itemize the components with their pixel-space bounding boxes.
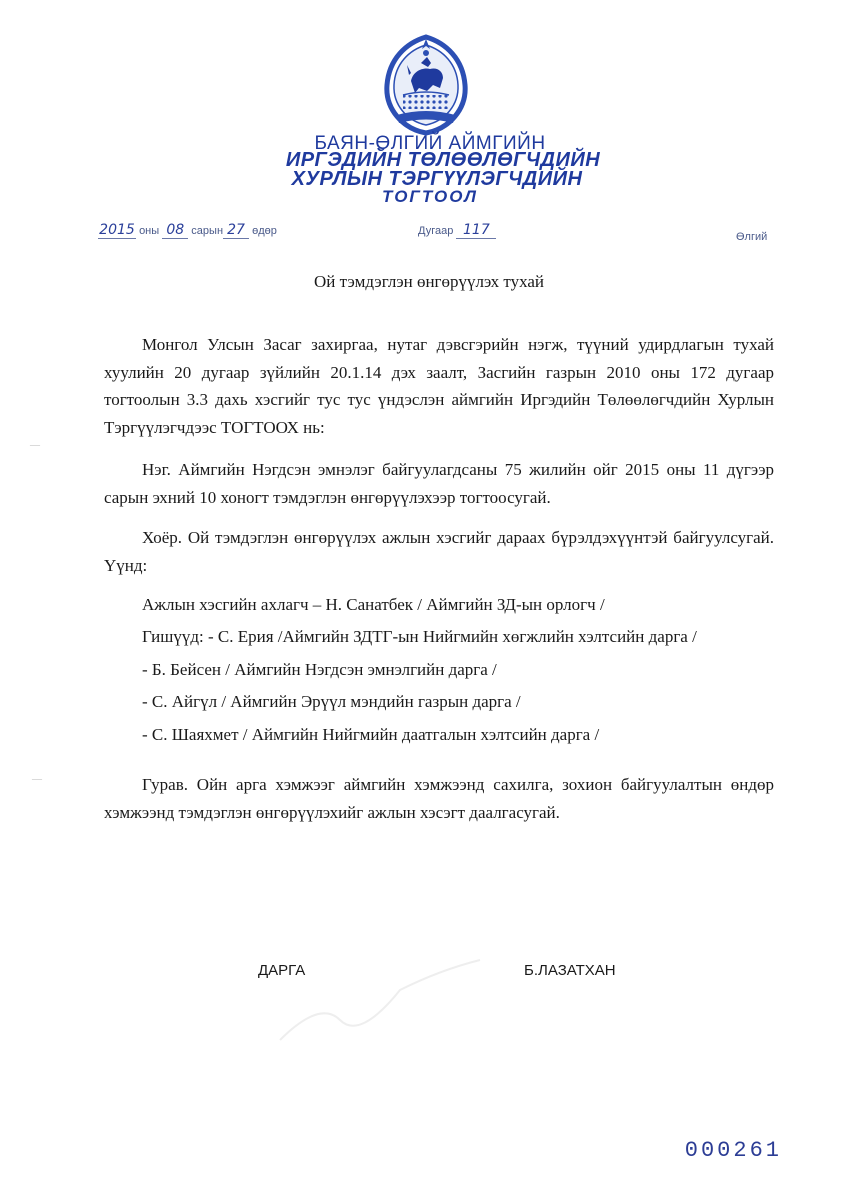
signature-mark-icon — [250, 940, 510, 1060]
number-value: 117 — [456, 222, 496, 239]
header-line-4: ТОГТООЛ — [382, 187, 478, 206]
document-title: Ой тэмдэглэн өнгөрүүлэх тухай — [313, 272, 545, 291]
number-label: Дугаар — [418, 225, 454, 237]
header-line-3: ХУРЛЫН ТЭРГҮҮЛЭГЧДИЙН — [291, 168, 583, 190]
header-line-1: БАЯН-ӨЛГИЙ АЙМГИЙН — [314, 133, 546, 154]
serial-number: 000261 — [684, 1138, 782, 1163]
member-line: - Б. Бейсен / Аймгийн Нэгдсэн эмнэлгийн дарга / — [142, 660, 497, 679]
place-name: Өлгий — [736, 231, 768, 243]
date-year: 2015 — [99, 222, 135, 238]
header-line-2: ИРГЭДИЙН ТӨЛӨӨЛӨГЧДИЙН — [285, 149, 601, 171]
member-line: - С. Шаяхмет / Аймгийн Нийгмийн даатгалын хэлтсийн дарга / — [142, 725, 600, 744]
signature-name: Б.ЛАЗАТХАН — [524, 962, 616, 979]
members-intro-line: Гишүүд: - С. Ерия /Аймгийн ЗДТГ-ын Нийгмийн хөгжлийн хэлтсийн дарга / — [142, 627, 697, 646]
scan-mark: — — [30, 440, 40, 451]
item-two-paragraph: Хоёр. Ой тэмдэглэн өнгөрүүлэх ажлын хэсгийг дараах бүрэлдэхүүнтэй байгуулсугай. Үүнд: — [104, 528, 774, 575]
member-line: - С. Айгүл / Аймгийн Эрүүл мэндийн газрын дарга / — [142, 692, 521, 711]
date-line — [98, 222, 277, 239]
date-day-suffix: өдөр — [252, 225, 277, 237]
date-day: 27 — [223, 222, 249, 239]
chair-line: Ажлын хэсгийн ахлагч – Н. Санатбек / Аймгийн ЗД-ын орлогч / — [142, 595, 605, 614]
document-number — [418, 222, 496, 239]
date-month-suffix: сарын — [191, 225, 224, 237]
item-one-paragraph: Нэг. Аймгийн Нэгдсэн эмнэлэг байгуулагдсаны 75 жилийн ойг 2015 оны 11 дүгээр сарын эхний 10 хоногт тэмдэглэн өнгөрүүлэхээр тогтоосугай. — [104, 460, 774, 507]
preamble-paragraph: Монгол Улсын Засаг захиргаа, нутаг дэвсгэрийн нэгж, түүний удирдлагын тухай хуулийн 20 дугаар зүйлийн 20.1.14 дэх заалт, Засгийн газрын 2010 оны 172 дугаар тогтоолын 3.3 дахь хэсгийг тус тус үндэслэн аймгийн Иргэдийн Төлөөлөгчдийн Хурлын Тэргүүлэгчдээс ТОГТООХ нь: — [104, 335, 774, 437]
scan-mark: — — [32, 774, 42, 785]
item-three-paragraph: Гурав. Ойн арга хэмжээг аймгийн хэмжээнд сахилга, зохион байгуулалтын өндөр хэмжээнд тэмдэглэн өнгөрүүлэхийг ажлын хэсэгт даалгасугай. — [104, 775, 774, 822]
date-year-suffix: оны — [139, 225, 160, 237]
state-emblem-icon — [383, 33, 469, 137]
date-month: 08 — [162, 222, 188, 239]
signature-title: ДАРГА — [258, 962, 306, 979]
